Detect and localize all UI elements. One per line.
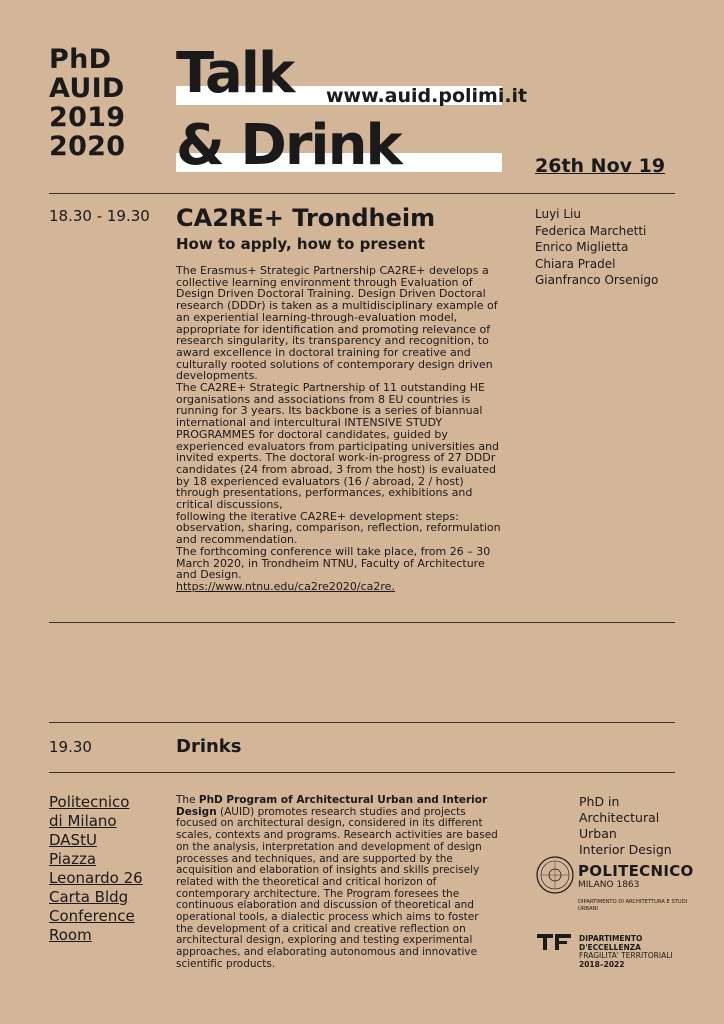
event-date: 26th Nov 19 (535, 155, 666, 177)
venue-line: DAStU (49, 831, 97, 849)
program-label-line: Urban (579, 826, 617, 841)
desc-program-name: PhD Program of Architectural Urban and Interior Design (176, 794, 488, 818)
session-title: Drinks (176, 736, 242, 757)
session-description (176, 265, 506, 593)
speaker: Enrico Miglietta (535, 240, 629, 254)
speaker-list (535, 206, 658, 289)
divider (49, 772, 675, 773)
desc-text: The (176, 794, 199, 806)
venue-line: Carta Bldg (49, 888, 129, 906)
program-label-line: PhD in (579, 794, 620, 809)
divider (49, 722, 675, 723)
program-line: AUID (49, 73, 125, 104)
paragraph: The Erasmus+ Strategic Partnership CA2RE+ develops a collective learning environment through Evaluation of Design Driven Doctoral Training. Design Driven Doctoral research (DDDr) is taken as a multidisciplinary example of an experiential learning-through-evaluation model, appropriate for identification and promoting relevance of research singularity, its transparency and recognition, to award excellence in doctoral training for creative and culturally rooted solutions of contemporary design driven developments. (176, 264, 498, 383)
excellence-line: 2018–2022 (579, 959, 625, 969)
venue-line: di Milano (49, 812, 117, 830)
excellence-line: D'ECCELLENZA (579, 942, 641, 952)
program-title (49, 45, 125, 161)
program-label (579, 794, 672, 858)
speaker: Federica Marchetti (535, 223, 647, 238)
program-label-line: Architectural (579, 810, 660, 825)
excellence-line: FRAGILITA' TERRITORIALI (579, 951, 673, 960)
session-time: 19.30 (49, 738, 92, 756)
excellence-label (579, 935, 673, 969)
session-title: CA2RE+ Trondheim (176, 204, 436, 232)
paragraph: The CA2RE+ Strategic Partnership of 11 outstanding HE organisations and associations from 8 EU countries is running for 3 years. Its backbone is a series of biannual international and intercultural INTENSIVE STUDY PROGRAMMES for doctoral candidates, guided by experienced evaluators from participating universities and invited experts. The doctoral work-in-progress of 27 DDDr candidates (24 from abroad, 3 from the host) is evaluated by 18 experienced evaluators (16 / abroad, 2 / host) through presentations, performances, exhibitions and critical discussions, (176, 381, 500, 512)
desc-text: (AUID) promotes research studies and projects focused on architectural design, considered in its different scales, contexts and programs. Research activities are based on the analysis, interpretation and development of design processes and techniques, and are supported by the acquisition and elaboration of insights and skills precisely related with the theoretical and critical horizon of contemporary architecture. The Program foresees the continuous elaboration and discussion of theoretical and operational tools, a dialectic process which aims to foster the development of a critical and creative reflection on architectural design, exploring and testing experimental approaches, and elaborating autonomous and innovative scientific products. (176, 805, 498, 970)
paragraph: following the iterative CA2RE+ development steps: observation, sharing, comparison, reflection, reformulation and recommendation. (176, 509, 501, 547)
session-time: 18.30 - 19.30 (49, 207, 150, 225)
venue-address[interactable] (49, 793, 143, 945)
venue-line: Piazza (49, 850, 97, 868)
session-subtitle: How to apply, how to present (176, 235, 425, 253)
divider (49, 193, 675, 194)
headline-drink: & Drink (176, 113, 401, 178)
venue-line: Politecnico (49, 793, 130, 811)
website-link[interactable]: www.auid.polimi.it (326, 85, 528, 107)
polimi-city: MILANO 1863 (578, 880, 640, 890)
venue-line: Conference (49, 907, 135, 925)
program-label-line: Interior Design (579, 842, 672, 857)
venue-line: Leonardo 26 (49, 869, 143, 887)
conference-link[interactable]: https://www.ntnu.edu/ca2re2020/ca2re. (176, 579, 395, 593)
speaker: Gianfranco Orsenigo (535, 273, 659, 287)
headline-talk: Talk (176, 41, 294, 106)
excellence-logo-icon (537, 934, 573, 952)
program-line: 2019 (49, 102, 126, 133)
excellence-line: DIPARTIMENTO (579, 934, 643, 943)
program-line: 2020 (49, 131, 126, 162)
speaker: Chiara Pradel (535, 256, 616, 271)
divider (49, 622, 675, 623)
venue-line: Room (49, 926, 92, 944)
department-name: DIPARTIMENTO DI ARCHITETTURA E STUDI URBANI (578, 899, 688, 912)
polimi-name: POLITECNICO (578, 862, 694, 880)
speaker: Luyi Liu (535, 207, 581, 221)
program-description (176, 795, 498, 971)
program-line: PhD (49, 44, 112, 75)
paragraph: The forthcoming conference will take place, from 26 – 30 March 2020, in Trondheim NTNU, Faculty of Architecture and Design. (176, 544, 491, 582)
polimi-seal-icon (535, 855, 575, 895)
